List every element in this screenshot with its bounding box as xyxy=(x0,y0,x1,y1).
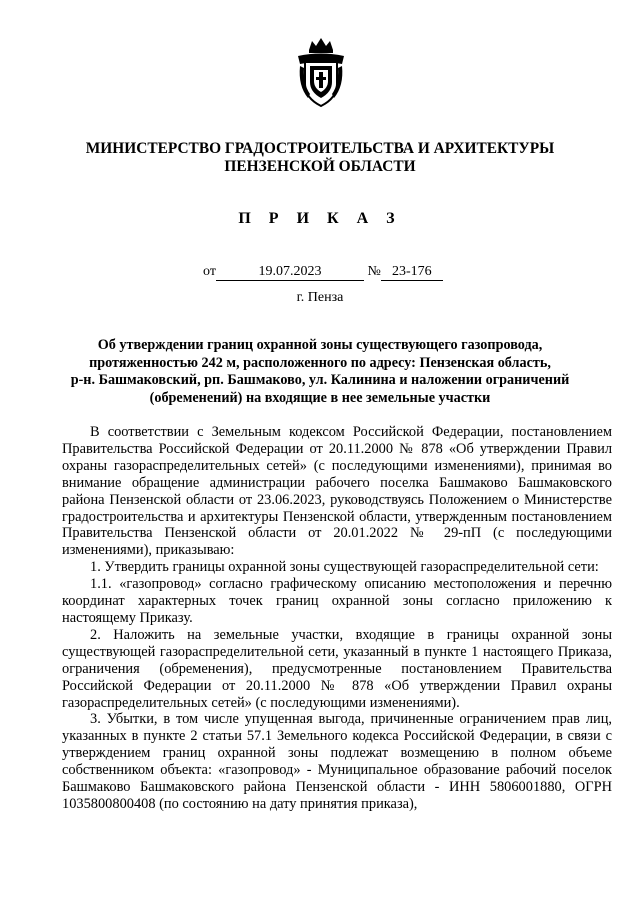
body-paragraph-1: 1. Утвердить границы охранной зоны существующей газораспределительной сети: xyxy=(90,559,599,576)
body-paragraph-3: 3. Убытки, в том числе упущенная выгода, причиненные ограничением прав лиц, указанных в пункте 2 статьи 57.1 Земельного кодекса Российской Федерации, в связи с утверждением границ охранной зоны подлежат возмещению в полном объеме собственником объекта: «газопровод» - Муниципальное образование рабочий поселок Башмаково Башмаковского района Пензенской области - ИНН 5806001880, ОГРН 1035800800408 (по состоянию на дату принятия приказа), xyxy=(62,711,612,812)
body-paragraph-1-1: 1.1. «газопровод» согласно графическому описанию местоположения и перечню координат характерных точек границ охранной зоны согласно приложению к настоящему Приказу. xyxy=(62,576,612,626)
ministry-name-line1: МИНИСТЕРСТВО ГРАДОСТРОИТЕЛЬСТВА И АРХИТЕКТУРЫ xyxy=(85,140,555,157)
number-prefix: № xyxy=(367,264,381,279)
subject-line: Об утверждении границ охранной зоны существующего газопровода, xyxy=(97,337,543,353)
order-title: П Р И К А З xyxy=(238,210,402,227)
date-prefix: от xyxy=(203,264,216,279)
coat-of-arms-icon xyxy=(296,36,346,110)
subject-line: протяженностью 242 м, расположенного по адресу: Пензенская область, xyxy=(89,354,551,371)
order-date-number-line xyxy=(203,263,443,281)
body-paragraph-2: 2. Наложить на земельные участки, входящие в границы охранной зоны существующей газораспределительной сети, указанный в пункте 1 настоящего Приказа, ограничения (обременения), предусмотренные постановлением Правительства Российской Федерации от 20.11.2000 № 878 «Об утверждении Правил охраны газораспределительных сетей» (с последующими изменениями). xyxy=(62,626,612,711)
order-body xyxy=(62,424,612,813)
subject-line: р-н. Башмаковский, рп. Башмаково, ул. Калинина и наложении ограничений xyxy=(70,372,570,389)
subject-line: (обременений) на входящие в нее земельные участки xyxy=(149,389,491,406)
ministry-name-line2: ПЕНЗЕНСКОЙ ОБЛАСТИ xyxy=(224,158,416,175)
order-subject xyxy=(70,337,570,407)
body-paragraph-preamble: В соответствии с Земельным кодексом Российской Федерации, постановлением Правительства Российской Федерации от 20.11.2000 № 878 «Об утверждении Правил охраны газораспределительных сетей» (с последующими изменениями), принимая во внимание обращение администрации рабочего поселка Башмаково Башмаковского района Пензенской области от 23.06.2023, руководствуясь Положением о Министерстве градостроительства и архитектуры Пензенской области, утвержденным постановлением Правительства Пензенской области от 20.01.2022 № 29-пП (с последующими изменениями), приказываю: xyxy=(62,424,612,559)
order-date: 19.07.2023 xyxy=(216,263,364,281)
order-number: 23-176 xyxy=(381,263,443,281)
city: г. Пенза xyxy=(296,290,344,305)
